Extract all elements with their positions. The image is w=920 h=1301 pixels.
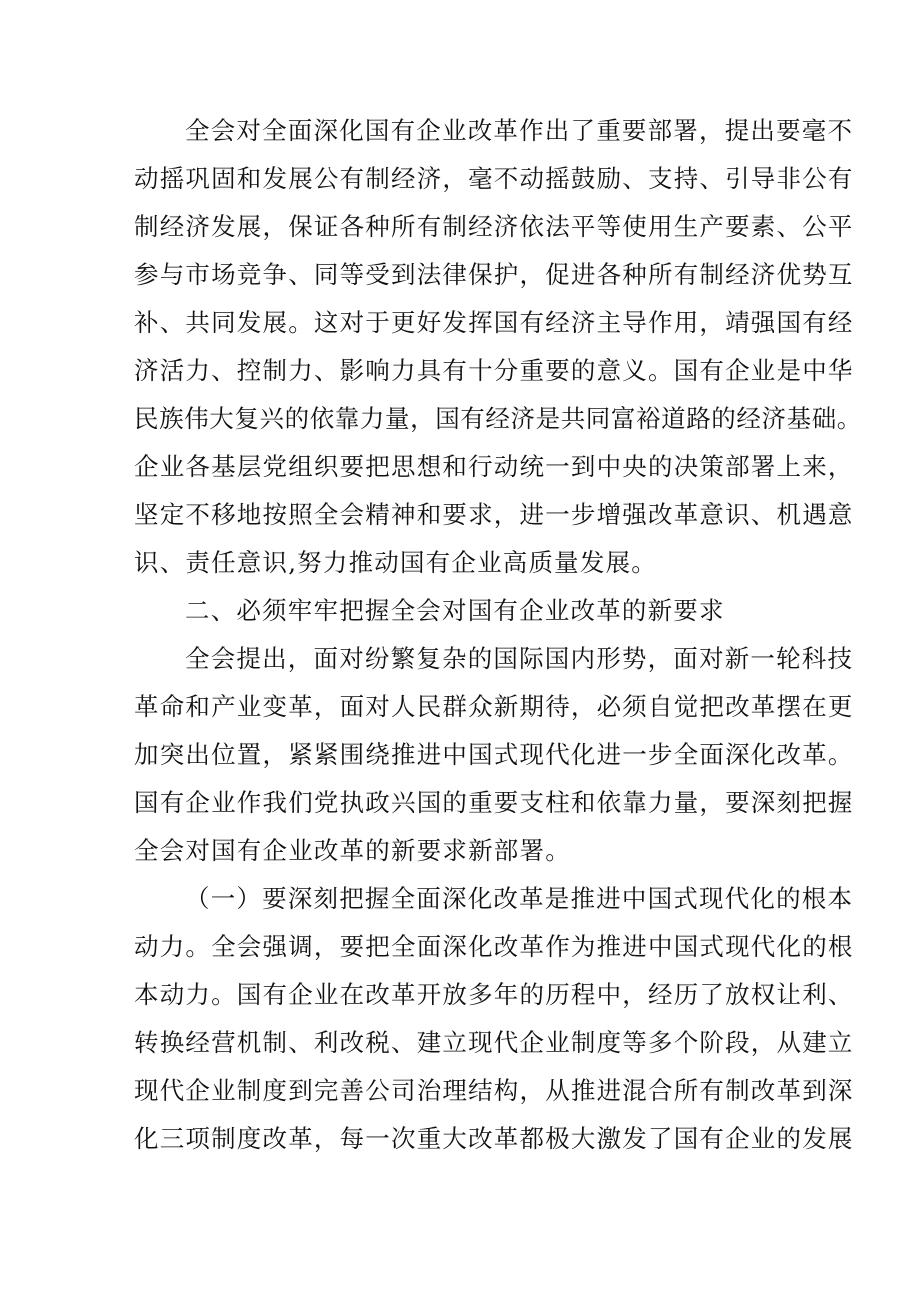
section-heading: 二、必须牢牢把握全会对国有企业改革的新要求: [185, 596, 725, 625]
paragraph-3-line-2: 动力。全会强调，要把全面深化改革作为推进中国式现代化的根: [134, 932, 854, 961]
paragraph-2-line-3: 加突出位置，紧紧围绕推进中国式现代化进一步全面深化改革。: [134, 740, 854, 769]
paragraph-3-line-6: 化三项制度改革，每一次重大改革都极大激发了国有企业的发展: [134, 1124, 854, 1153]
paragraph-1-line-1: 全会对全面深化国有企业改革作出了重要部署，提出要毫不: [185, 116, 854, 145]
paragraph-1-line-6: 济活力、控制力、影响力具有十分重要的意义。国有企业是中华: [134, 356, 854, 385]
paragraph-1-line-7: 民族伟大复兴的依靠力量，国有经济是共同富裕道路的经济基础。: [134, 404, 862, 433]
paragraph-1-line-10: 识、责任意识,努力推动国有企业高质量发展。: [134, 548, 657, 577]
paragraph-3-line-1: （一）要深刻把握全面深化改革是推进中国式现代化的根本: [185, 884, 854, 913]
paragraph-2-line-1: 全会提出，面对纷繁复杂的国际国内形势，面对新一轮科技: [185, 644, 854, 673]
paragraph-2-line-5: 全会对国有企业改革的新要求新部署。: [134, 836, 571, 865]
paragraph-3-line-3: 本动力。国有企业在改革开放多年的历程中，经历了放权让利、: [134, 980, 854, 1009]
paragraph-1-line-9: 坚定不移地按照全会精神和要求，进一步增强改革意识、机遇意: [134, 500, 854, 529]
paragraph-3-line-5: 现代企业制度到完善公司治理结构，从推进混合所有制改革到深: [134, 1076, 854, 1105]
paragraph-1-line-2: 动摇巩固和发展公有制经济，毫不动摇鼓励、支持、引导非公有: [134, 164, 854, 193]
paragraph-1-line-4: 参与市场竞争、同等受到法律保护，促进各种所有制经济优势互: [134, 260, 854, 289]
paragraph-2-line-4: 国有企业作我们党执政兴国的重要支柱和依靠力量，要深刻把握: [134, 788, 854, 817]
paragraph-3-line-4: 转换经营机制、利改税、建立现代企业制度等多个阶段，从建立: [134, 1028, 854, 1057]
paragraph-2-line-2: 革命和产业变革，面对人民群众新期待，必须自觉把改革摆在更: [134, 692, 854, 721]
paragraph-1-line-5: 补、共同发展。这对于更好发挥国有经济主导作用，靖强国有经: [134, 308, 854, 337]
paragraph-1-line-8: 企业各基层党组织要把思想和行动统一到中央的决策部署上来，: [134, 452, 854, 481]
paragraph-1-line-3: 制经济发展，保证各种所有制经济依法平等使用生产要素、公平: [134, 212, 854, 241]
